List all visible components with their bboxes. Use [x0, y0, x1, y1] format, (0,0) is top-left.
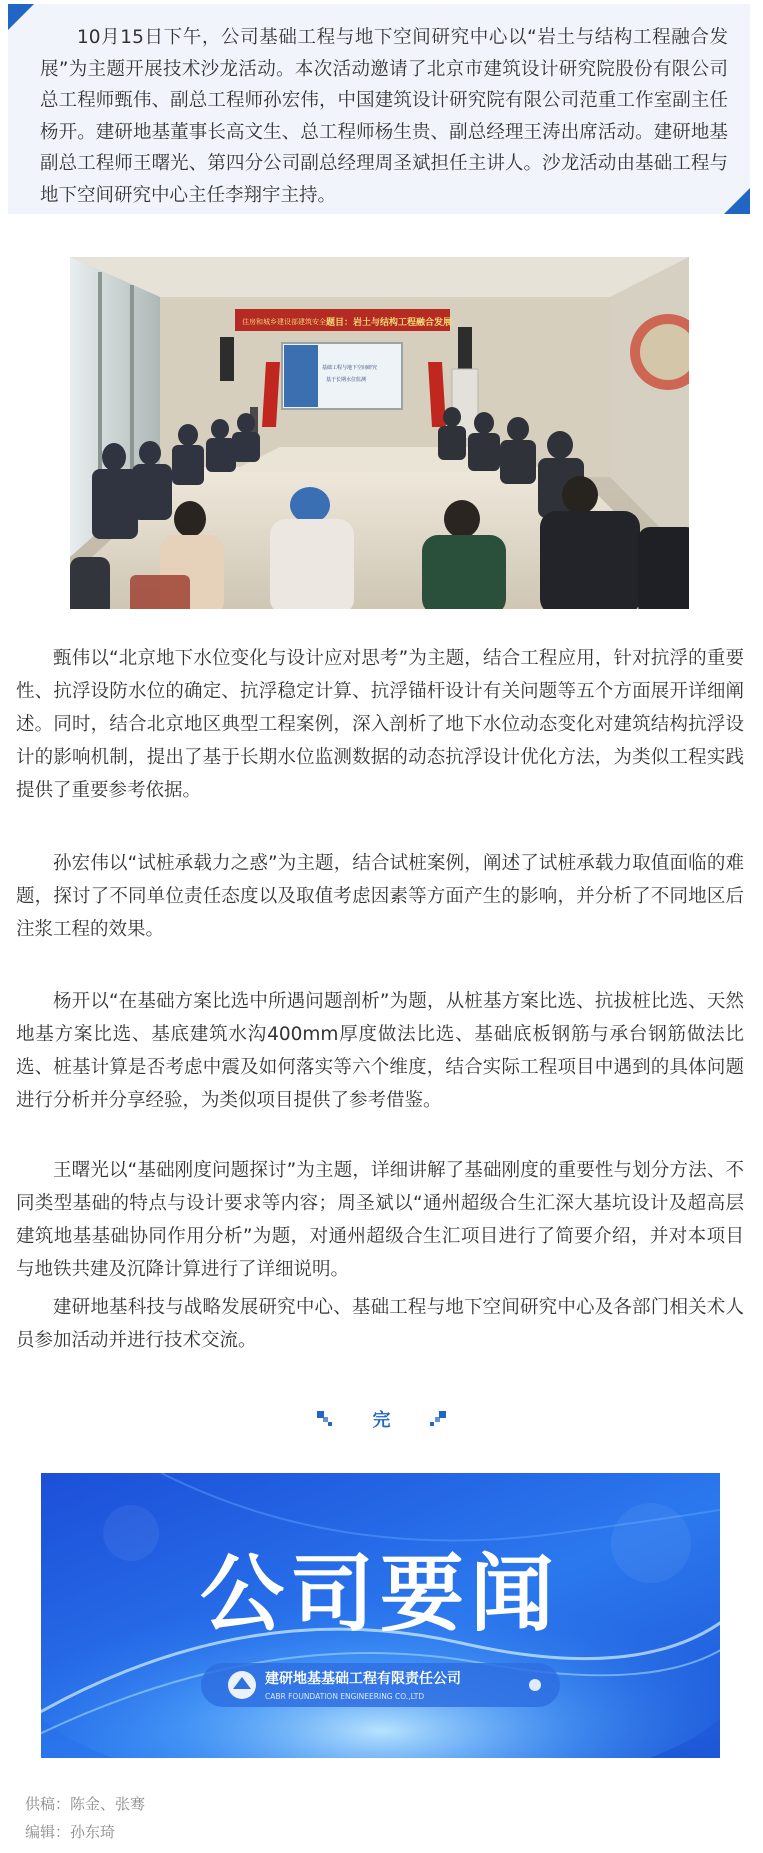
- photo-screen-line1: 基础工程与地下空间研究: [322, 365, 378, 371]
- photo-banner-left: 住房和城乡建设部建筑安全: [242, 318, 326, 326]
- intro-box: [8, 4, 750, 214]
- body-paragraph: 甄伟以“北京地下水位变化与设计应对思考”为主题，结合工程应用，针对抗浮的重要性、抗浮设防水位的确定、抗浮稳定计算、抗浮锚杆设计有关问题等五个方面展开详细阐述。同时，结合北京地区典型工程案例，深入剖析了地下水位动态变化对建筑结构抗浮设计的影响机制，提出了基于长期水位监测数据的动态抗浮设计优化方法，为类似工程实践提供了重要参考依据。: [16, 648, 744, 801]
- body-paragraph: 杨开以“在基础方案比选中所遇问题剖析”为题，从桩基方案比选、抗拔桩比选、天然地基方案比选、基底建筑水沟400mm厚度做法比选、基础底板钢筋与承台钢筋做法比选、桩基计算是否考虑中震及如何落实等六个维度，结合实际工程项目中遇到的具体问题进行分析并分享经验，为类似项目提供了参考借鉴。: [16, 991, 744, 1111]
- photo-banner-title: 题目：岩土与结构工程融合发展: [326, 318, 453, 328]
- banner-title: 公司要闻: [199, 1545, 561, 1643]
- body-paragraph: 建研地基科技与战略发展研究中心、基础工程与地下空间研究中心及各部门相关术人员参加活动并进行技术交流。: [16, 1297, 744, 1351]
- end-text: 完: [372, 1410, 391, 1431]
- editor-credit: 编辑：孙东琦: [25, 1823, 116, 1841]
- body-paragraph: 孙宏伟以“试桩承载力之惑”为主题，结合试桩案例，阐述了试桩承载力取值面临的难题，探讨了不同单位责任态度以及取值考虑因素等方面产生的影响，并分析了不同地区后注浆工程的效果。: [16, 853, 744, 940]
- body-paragraph: 王曙光以“基础刚度问题探讨”为主题，详细讲解了基础刚度的重要性与划分方法、不同类型基础的特点与设计要求等内容；周圣斌以“通州超级合生汇深大基坑设计及超高层建筑地基基础协同作用分析”为题，对通州超级合生汇项目进行了简要介绍，并对本项目与地铁共建及沉降计算进行了详细说明。: [16, 1160, 744, 1280]
- photo-screen-line2: 基于长期水位监测: [326, 377, 367, 383]
- corner-triangle-icon: [8, 4, 34, 30]
- intro-paragraph: 10月15日下午，公司基础工程与地下空间研究中心以“岩土与结构工程融合发展”为主题开展技术沙龙活动。本次活动邀请了北京市建筑设计研究院股份有限公司总工程师甄伟、副总工程师孙宏伟，中国建筑设计研究院有限公司范重工作室副主任杨开。建研地基董事长高文生、总工程师杨生贵、副总经理王涛出席活动。建研地基副总工程师王曙光、第四分公司副总经理周圣斌担任主讲人。沙龙活动由基础工程与地下空间研究中心主任李翔宇主持。: [40, 27, 728, 206]
- banner-company-en: CABR FOUNDATION ENGINEERING CO.,LTD: [265, 1692, 425, 1701]
- meeting-photo: [70, 257, 689, 609]
- banner-company-cn: 建研地基基础工程有限责任公司: [265, 1671, 461, 1687]
- decorative-squares-icon: [430, 1411, 446, 1427]
- company-news-banner: [41, 1473, 720, 1758]
- end-mark: [0, 1406, 763, 1436]
- corner-triangle-icon: [724, 188, 750, 214]
- contributors-credit: 供稿：陈金、张骞: [25, 1795, 146, 1813]
- decorative-squares-icon: [317, 1411, 333, 1427]
- credits: [25, 1790, 145, 1846]
